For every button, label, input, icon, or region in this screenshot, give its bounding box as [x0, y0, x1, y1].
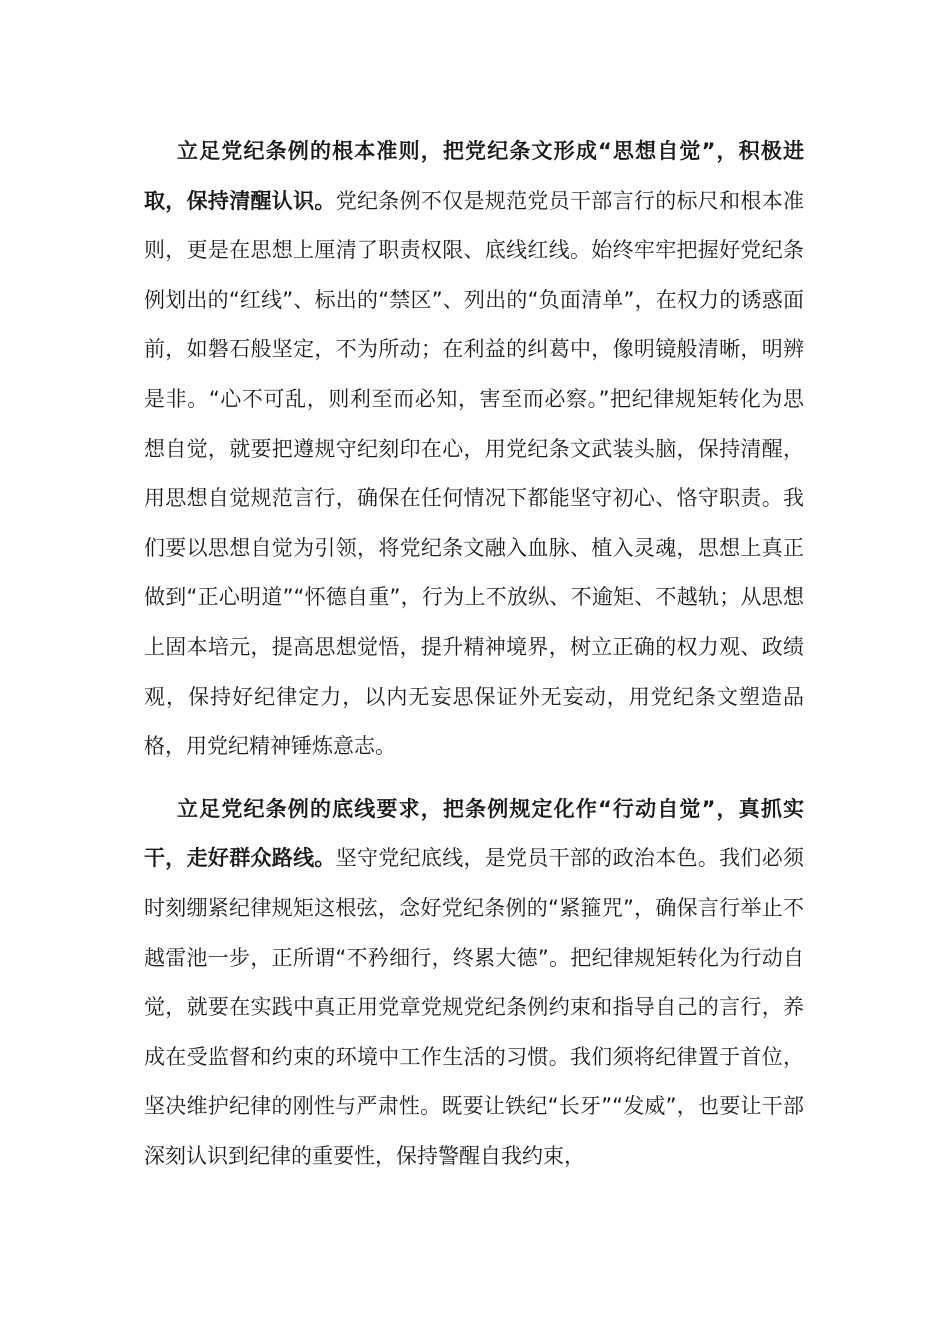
paragraph-1-body: 党纪条例不仅是规范党员干部言行的标尺和根本准则，更是在思想上厘清了职责权限、底线红线。始终牢牢把握好党纪条例划出的“红线”、标出的“禁区”、列出的“负面清单”，在权力的诱惑面前，如磐石般坚定，不为所动；在利益的纠葛中，像明镜般清晰，明辨是非。“心不可乱，则利至而必知，害至而必察。”把纪律规矩转化为思想自觉，就要把遵规守纪刻印在心，用党纪条文武装头脑，保持清醒，用思想自觉规范言行，确保在任何情况下都能坚守初心、恪守职责。我们要以思想自觉为引领，将党纪条文融入血脉、植入灵魂，思想上真正做到“正心明道”“怀德自重”，行为上不放纵、不逾矩、不越轨；从思想上固本培元，提高思想觉悟，提升精神境界，树立正确的权力观、政绩观，保持好纪律定力，以内无妄思保证外无妄动，用党纪条文塑造品格，用党纪精神锤炼意志。 [144, 188, 805, 759]
paragraph-2-lead: 立足党纪条例的底线要求，把条例规定化作“行动自觉”，真抓实干，走好群众路线。 [144, 796, 804, 871]
paragraph-2 [144, 785, 804, 1182]
paragraph-1 [144, 127, 804, 772]
paragraph-1-lead: 立足党纪条例的根本准则，把党纪条文形成“思想自觉”，积极进取，保持清醒认识。 [144, 139, 804, 213]
paragraph-2-body: 坚守党纪底线，是党员干部的政治本色。我们必须时刻绷紧纪律规矩这根弦，念好党纪条例的“紧箍咒”，确保言行举止不越雷池一步，正所谓“不矜细行，终累大德”。把纪律规矩转化为行动自觉，就要在实践中真正用党章党规党纪条例约束和指导自己的言行，养成在受监督和约束的环境中工作生活的习惯。我们须将纪律置于首位，坚决维护纪律的刚性与严肃性。既要让铁纪“长牙”“发威”，也要让干部深刻认识到纪律的重要性，保持警醒自我约束， [144, 846, 805, 1168]
document-body [144, 127, 804, 1181]
